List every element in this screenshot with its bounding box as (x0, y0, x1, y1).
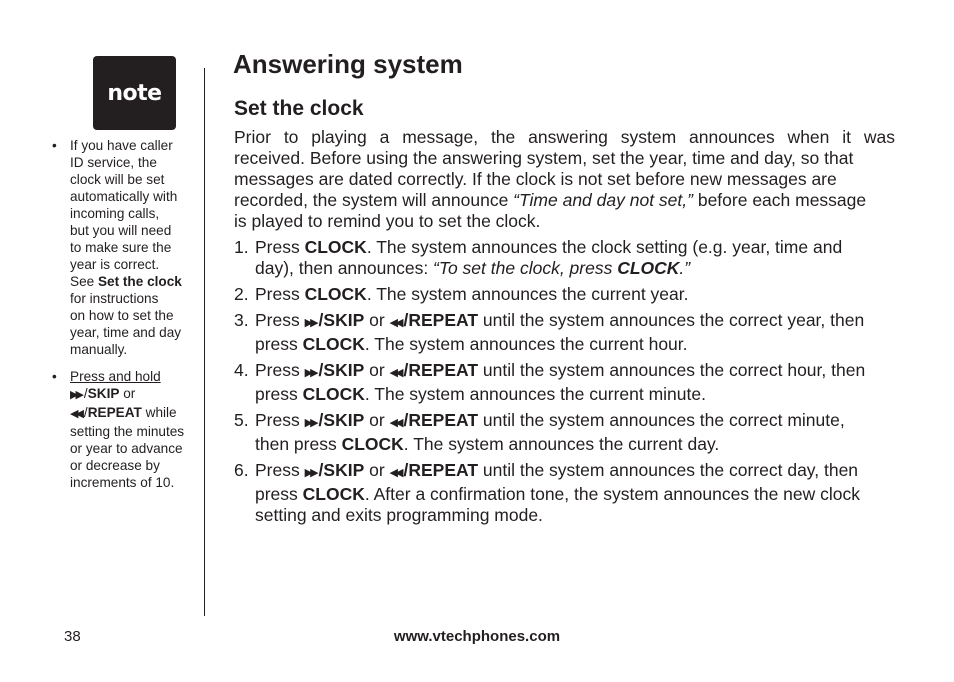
step-item (234, 460, 895, 526)
rewind-icon: ◀◀ (70, 408, 81, 420)
steps-list (234, 237, 895, 526)
step-line (255, 384, 895, 405)
step-line (255, 334, 895, 355)
intro-line (234, 190, 895, 211)
clock-key: CLOCK (304, 237, 367, 257)
step-line (255, 310, 895, 334)
fast-forward-icon: ▶▶ (304, 317, 316, 329)
step-text: Press (255, 284, 305, 304)
step-quote: .” (679, 258, 691, 278)
step-number: 1. (234, 237, 249, 257)
step-number: 3. (234, 310, 249, 330)
note-line: ▶▶ /SKIP or (70, 386, 136, 401)
note-see-ref: Set the clock (97, 274, 182, 289)
section-title: Set the clock (234, 97, 364, 120)
step-quote: “To set the clock, press (433, 258, 618, 278)
skip-key: /SKIP (318, 310, 365, 330)
repeat-key: /REPEAT (403, 460, 479, 480)
step-text: until the system announces the correct year, then (478, 310, 865, 330)
note-line: but you will need (70, 223, 172, 238)
fast-forward-icon: ▶▶ (304, 417, 316, 429)
step-item (234, 310, 895, 355)
step-text: day), then announces: (255, 258, 434, 278)
step-line (255, 360, 895, 384)
step-line: setting and exits programming mode. (255, 505, 543, 525)
step-item (234, 410, 895, 455)
step-text: then press (255, 434, 342, 454)
rewind-icon: ◀◀ (389, 467, 401, 479)
note-line: for instructions (70, 291, 159, 306)
note-item (52, 137, 202, 358)
repeat-key: /REPEAT (403, 310, 479, 330)
note-or: or (119, 386, 136, 401)
note-while: while (141, 405, 177, 420)
clock-key: CLOCK (302, 384, 365, 404)
step-line (255, 410, 895, 434)
step-number: 4. (234, 360, 249, 380)
clock-key: CLOCK (302, 334, 365, 354)
note-item (52, 368, 202, 491)
step-text: . The system announces the current minute. (364, 384, 706, 404)
step-text: press (255, 484, 303, 504)
skip-key: /SKIP (318, 460, 365, 480)
step-number: 2. (234, 284, 249, 304)
note-line: ID service, the (70, 155, 157, 170)
step-text: . The system announces the current year. (366, 284, 689, 304)
note-badge: note (93, 56, 176, 130)
step-text: Press (255, 410, 305, 430)
rewind-icon: ◀◀ (389, 317, 401, 329)
intro-line: messages are dated correctly. If the clock is not set before new messages are (234, 169, 837, 189)
step-number: 6. (234, 460, 249, 480)
step-text: or (364, 410, 390, 430)
repeat-key: REPEAT (87, 405, 142, 420)
note-line: • If you have caller (70, 138, 173, 153)
rewind-icon: ◀◀ (389, 417, 401, 429)
step-text: Press (255, 360, 305, 380)
column-divider (204, 68, 205, 616)
step-text: or (364, 360, 390, 380)
note-line: manually. (70, 342, 128, 357)
skip-key: SKIP (87, 386, 120, 401)
step-line (255, 434, 895, 455)
intro-paragraph (234, 127, 895, 232)
step-line (255, 484, 895, 505)
intro-line: is played to remind you to set the clock. (234, 211, 541, 231)
page-number: 38 (64, 628, 81, 645)
step-text: until the system announces the correct minute, (478, 410, 845, 430)
note-line: • Press and hold (70, 369, 161, 384)
note-line: year is correct. (70, 257, 160, 272)
clock-key: CLOCK (302, 484, 365, 504)
note-line: setting the minutes (70, 424, 185, 439)
step-text: until the system announces the correct day, then (478, 460, 859, 480)
note-line: clock will be set (70, 172, 165, 187)
note-line: or decrease by (70, 458, 160, 473)
step-text: Press (255, 310, 305, 330)
intro-line: Prior to playing a message, the answering system announces when it was (234, 127, 895, 147)
step-line (255, 284, 895, 305)
note-line: ◀◀ /REPEAT while (70, 405, 177, 420)
fast-forward-icon: ▶▶ (304, 467, 316, 479)
step-text: until the system announces the correct hour, then (478, 360, 866, 380)
intro-quote: “Time and day not set,” (513, 190, 693, 210)
sidebar-notes (52, 137, 202, 501)
skip-key: /SKIP (318, 410, 365, 430)
clock-key: CLOCK (617, 258, 680, 278)
intro-text: recorded, the system will announce (234, 190, 514, 210)
note-line: increments of 10. (70, 475, 175, 490)
intro-text: before each message (692, 190, 867, 210)
step-text: press (255, 384, 303, 404)
clock-key: CLOCK (341, 434, 404, 454)
note-see: See (70, 274, 98, 289)
step-text: . The system announces the current day. (403, 434, 720, 454)
repeat-key: /REPEAT (403, 360, 479, 380)
note-line: to make sure the (70, 240, 172, 255)
fast-forward-icon: ▶▶ (70, 389, 81, 401)
step-text: or (364, 460, 390, 480)
step-text: . After a confirmation tone, the system announces the new clock (364, 484, 861, 504)
step-line (255, 258, 895, 279)
step-item (234, 284, 895, 305)
step-number: 5. (234, 410, 249, 430)
step-text: . The system announces the clock setting (e.g. year, time and (366, 237, 843, 257)
step-text: Press (255, 237, 305, 257)
note-line: incoming calls, (70, 206, 160, 221)
step-text: or (364, 310, 390, 330)
note-line (70, 273, 202, 290)
note-line: on how to set the (70, 308, 174, 323)
step-item (234, 237, 895, 279)
rewind-icon: ◀◀ (389, 367, 401, 379)
repeat-key: /REPEAT (403, 410, 479, 430)
note-line: automatically with (70, 189, 178, 204)
step-text: . The system announces the current hour. (364, 334, 688, 354)
step-line (255, 237, 895, 258)
step-item (234, 360, 895, 405)
intro-line: received. Before using the answering system, set the year, time and day, so that (234, 148, 854, 168)
main-content (234, 127, 895, 531)
footer-url: www.vtechphones.com (393, 628, 561, 645)
step-text: press (255, 334, 303, 354)
step-line (255, 460, 895, 484)
skip-key: /SKIP (318, 360, 365, 380)
note-line: year, time and day (70, 325, 182, 340)
step-text: Press (255, 460, 305, 480)
fast-forward-icon: ▶▶ (304, 367, 316, 379)
note-line: or year to advance (70, 441, 183, 456)
clock-key: CLOCK (304, 284, 367, 304)
page-title: Answering system (233, 49, 463, 79)
